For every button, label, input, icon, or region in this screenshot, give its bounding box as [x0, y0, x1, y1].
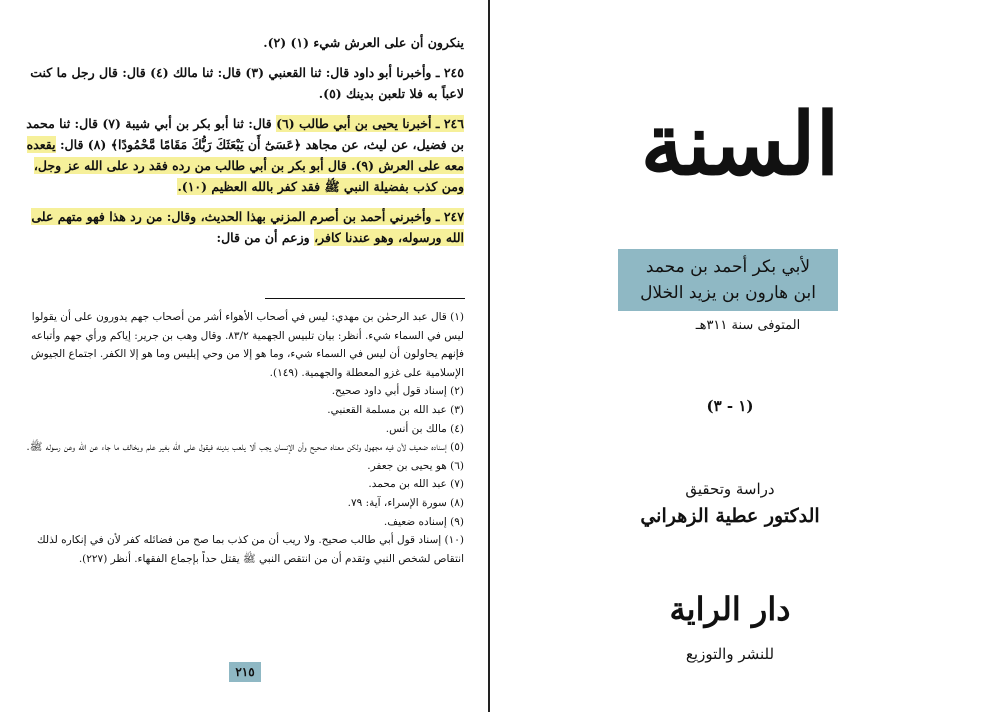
study-label: دراسة وتحقيق [685, 480, 775, 498]
footnote: (٥) إسناده ضعيف لأن فيه مجهول ولكن معناه صحيح وأن الإنسان يجب ألا يلعب بدينه فيقول على الله بغير علم ويخالف ما جاء عن الله وعن رسوله ﷺ. [26, 441, 464, 454]
footnotes [26, 308, 464, 568]
author-line-2: ابن هارون بن يزيد الخلال [640, 283, 816, 303]
main-text [26, 32, 464, 257]
paragraph [26, 206, 464, 248]
footnote: (٩) إسناده ضعيف. [383, 515, 464, 528]
footnote: (٨) سورة الإسراء، آية: ٧٩. [347, 496, 464, 509]
footnote: (٢) إسناد قول أبي داود صحيح. [331, 385, 464, 398]
book-title: السنة [640, 94, 840, 195]
publisher-logo: دار الراية [669, 590, 791, 628]
paragraph-text: ينكرون أن على العرش شيء (١) (٢). [263, 35, 464, 50]
footnote: (٣) عبد الله بن مسلمة القعنبي. [327, 403, 464, 416]
highlighted-text: يقعده معه على العرش (٩). قال أبو بكر بن أبي طالب من رده فقد رد على الله عز وجل، ومن كذب بفضيلة النبي ﷺ فقد كفر بالله العظيم (١٠). [26, 137, 464, 194]
paragraph [26, 62, 464, 104]
highlighted-text: ٢٤٧ ـ وأخبرني أحمد بن أصرم المزني بهذا الحديث، وقال: من رد هذا فهو متهم على الله ورسوله، وهو عندنا كافر، [31, 209, 464, 245]
paragraph [26, 113, 464, 197]
publisher-tagline: للنشر والتوزيع [685, 645, 775, 663]
author-box [618, 249, 838, 311]
footnote-divider [265, 298, 465, 299]
author-line-1: لأبي بكر أحمد بن محمد [645, 257, 811, 277]
paragraph-text: ٢٤٥ ـ وأخبرنا أبو داود قال: ثنا القعنبي (٣) قال: ثنا مالك (٤) قال: قال رجل ما كنت لاعباً به فلا تلعبن بدينك (٥). [30, 65, 464, 101]
footnote: (١) قال عبد الرحمٰن بن مهدي: ليس في أصحاب الأهواء أشر من أصحاب جهم يدورون على أن يقولوا ليس في السماء شيء. أنظر: بيان تلبيس الجهمية ٨٣/٢. وقال وهب بن جرير: إياكم ورأي جهم وأتباعه فإنهم يحاولون أن ليس في السماء شيء، وما هو إلا من وحي إبليس وما هو إلا الكفر. اجتماع الجيوش الإسلامية على غزو المعطلة والجهمية. (١٤٩). [30, 311, 464, 379]
right-page [490, 0, 982, 712]
footnote: (١٠) إسناد قول أبي طالب صحيح. ولا ريب أن من كذب بما صح من فضائله كفر لأن في إنكاره لذلك انتقاص لشخص النبي وتقدم أن من انتقص النبي ﷺ يقتل حداً بإجماع الفقهاء. أنظر (٢٢٧). [37, 534, 464, 565]
footnote: (٧) عبد الله بن محمد. [368, 478, 464, 491]
highlighted-text: ٢٤٦ ـ أخبرنا يحيى بن أبي طالب (٦) [276, 116, 464, 131]
left-page [0, 0, 488, 712]
editor-name: الدكتور عطية الزهراني [640, 505, 820, 527]
paragraph [26, 32, 464, 53]
volume-range: (١ - ٣) [706, 397, 754, 415]
page-number: ٢١٥ [229, 662, 261, 682]
paragraph-text: قال: ثنا أبو بكر بن أبي شيبة (٧) قال: ثنا محمد بن فضيل، عن ليث، عن مجاهد ﴿عَسَىٰٓ أَن يَبْعَثَكَ رَبُّكَ مَقَامًا مَّحْمُودًا﴾ (٨) قال: [26, 116, 464, 152]
footnote: (٦) هو يحيى بن جعفر. [367, 459, 464, 472]
paragraph-text: وزعم أن من قال: [216, 230, 315, 245]
title-block [560, 80, 920, 210]
footnote: (٤) مالك بن أنس. [385, 422, 464, 435]
death-date: المتوفى سنة ٣١١هـ [695, 318, 801, 333]
